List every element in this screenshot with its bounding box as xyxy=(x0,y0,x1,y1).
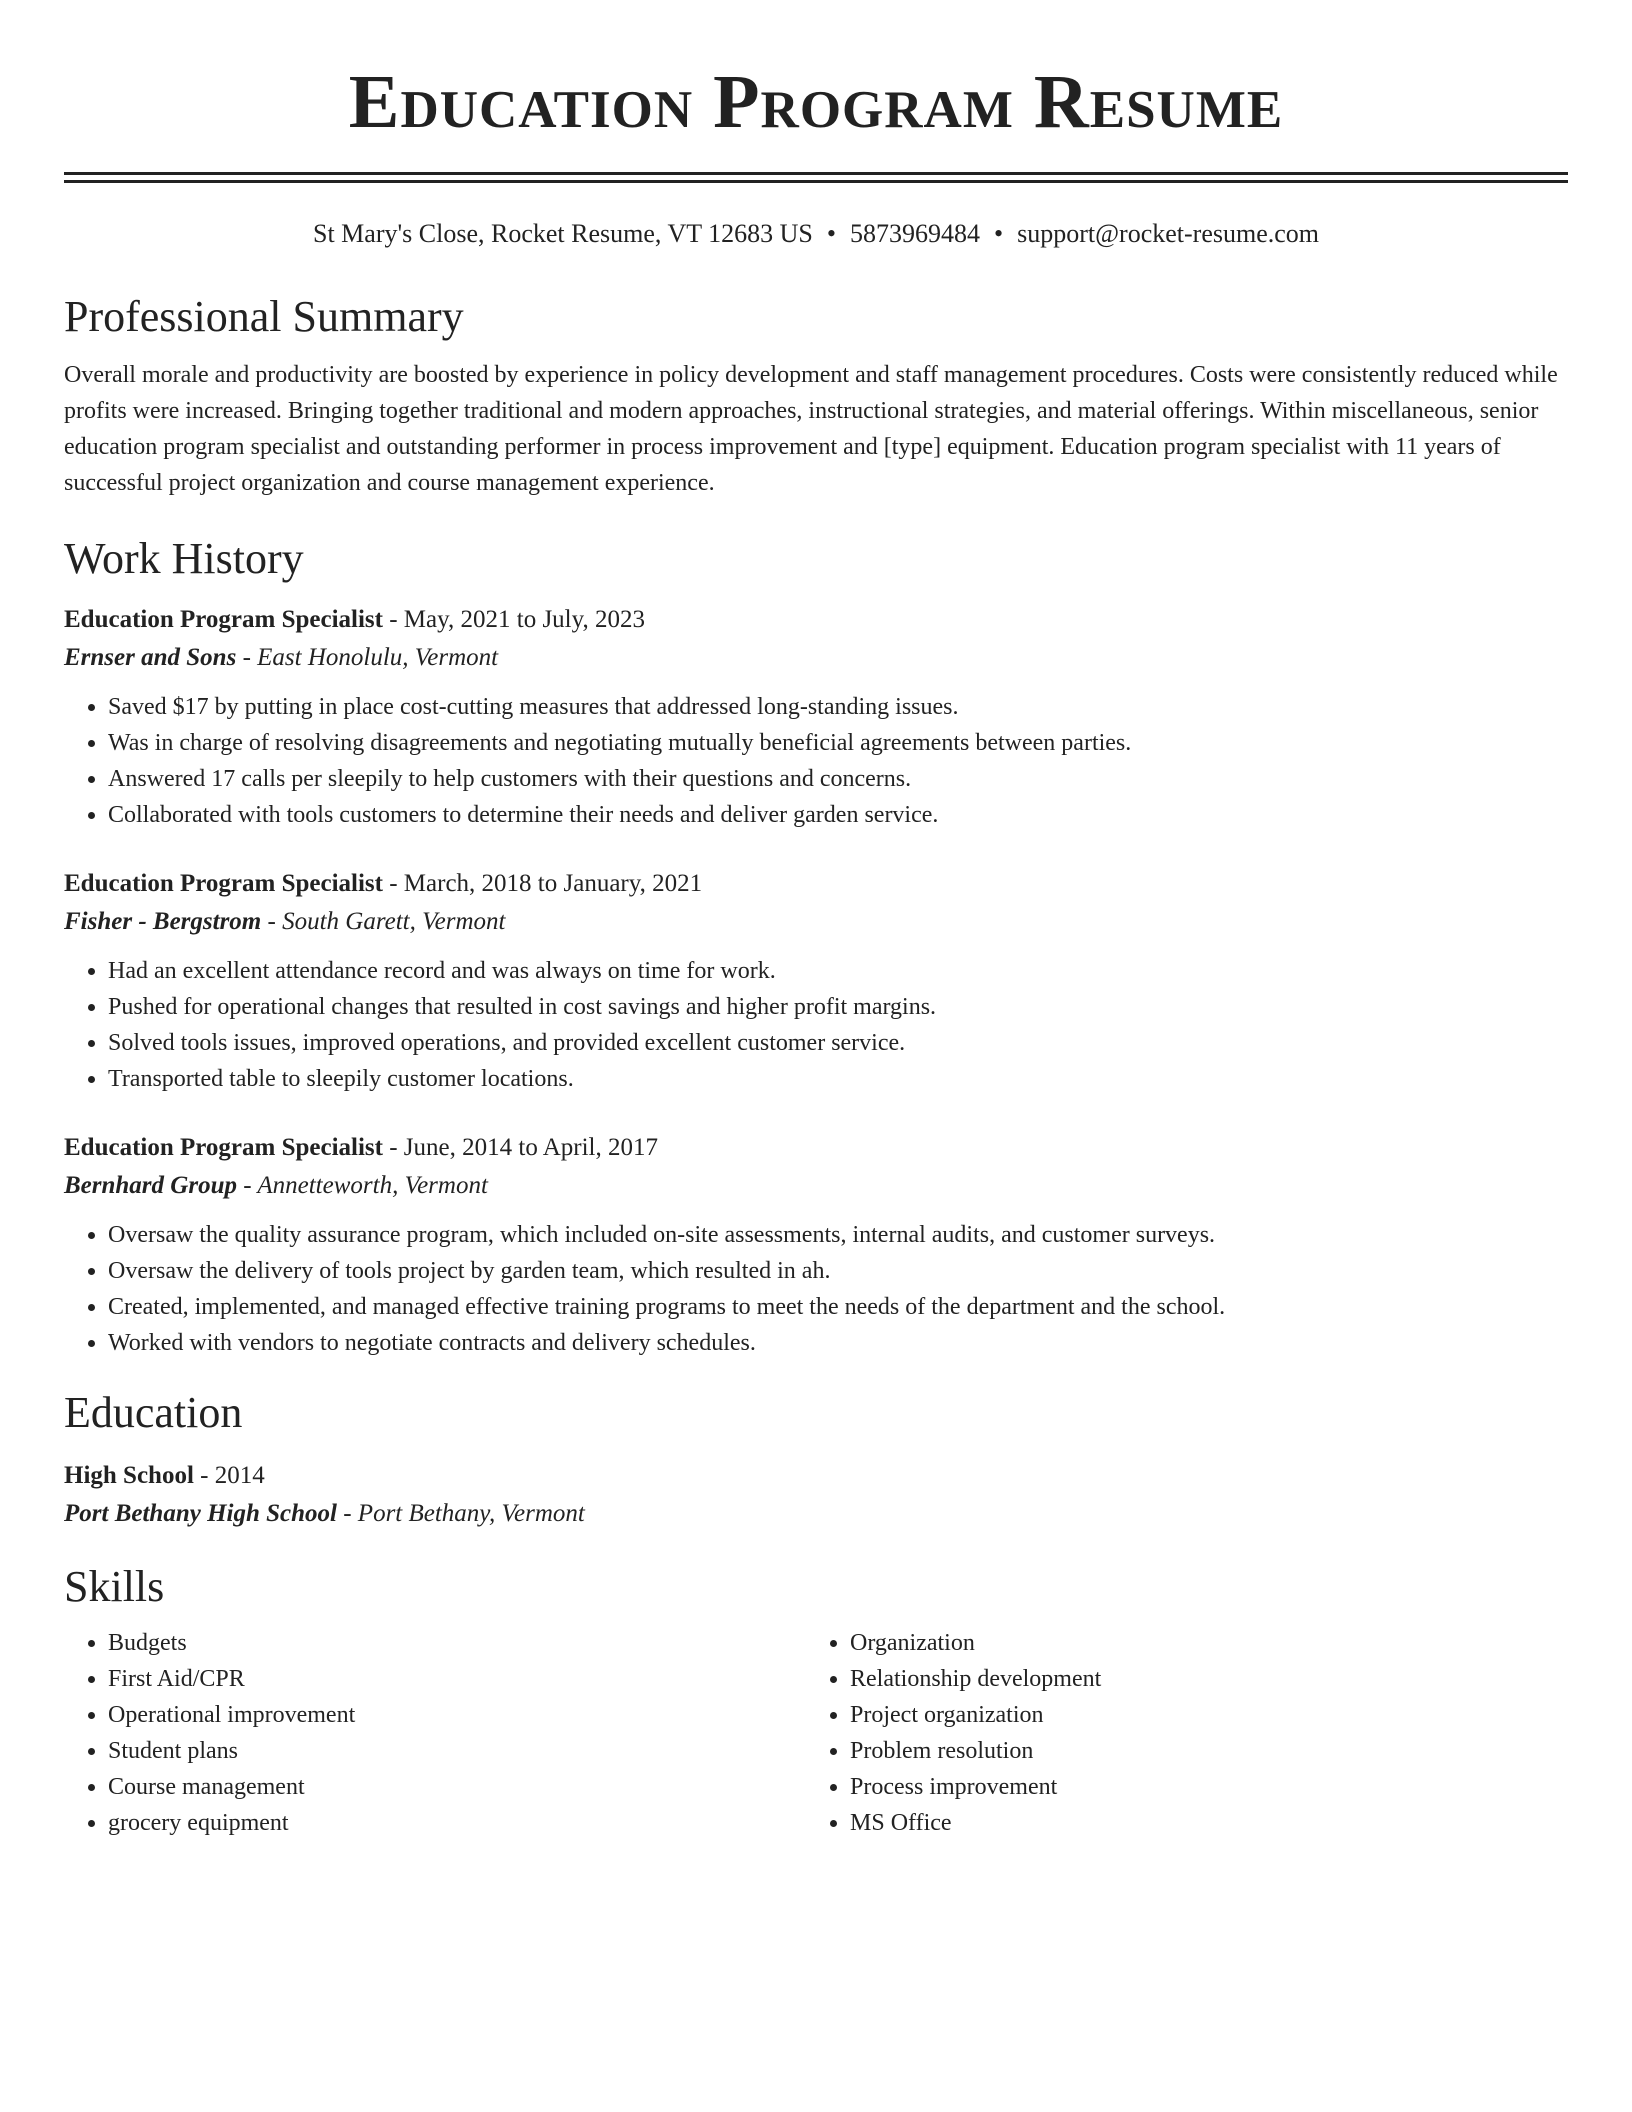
job-bullet: • Saved $17 by putting in place cost-cutting measures that addressed long-standing issues. xyxy=(108,689,1568,725)
job-bullet: • Had an excellent attendance record and was always on time for work. xyxy=(108,953,1568,989)
skills-list-left xyxy=(64,1625,806,1841)
title-double-rule xyxy=(64,172,1568,183)
education-entry xyxy=(64,1457,1568,1533)
job-title: Education Program Specialist xyxy=(64,606,383,633)
job-bullet: • Transported table to sleepily customer locations. xyxy=(108,1061,1568,1097)
job-bullet: • Pushed for operational changes that resulted in cost savings and higher profit margins. xyxy=(108,989,1568,1025)
job-bullet: • Worked with vendors to negotiate contracts and delivery schedules. xyxy=(108,1325,1568,1361)
education-school: Port Bethany High School xyxy=(64,1500,337,1527)
job-title-line xyxy=(64,865,1568,903)
skill-item: • Process improvement xyxy=(850,1769,1548,1805)
job-company: Fisher - Bergstrom xyxy=(64,908,262,935)
section-heading-education: Education xyxy=(64,1388,243,1437)
skill-item: • MS Office xyxy=(850,1805,1548,1841)
skill-item: • Relationship development xyxy=(850,1661,1548,1697)
job-location: - East Honolulu, Vermont xyxy=(236,644,499,671)
job-company: Bernhard Group xyxy=(64,1172,237,1199)
contact-address: St Mary's Close, Rocket Resume, VT 12683 US xyxy=(312,219,813,248)
skills-list-right xyxy=(806,1625,1548,1841)
job-location: - Annetteworth, Vermont xyxy=(236,1172,488,1199)
job-bullet-list xyxy=(64,953,1568,1097)
section-heading-work-history: Work History xyxy=(64,534,304,583)
contact-separator: • xyxy=(826,219,836,248)
skill-item: • Problem resolution xyxy=(850,1733,1548,1769)
job-entry xyxy=(64,1129,1568,1361)
contact-separator: • xyxy=(993,219,1004,248)
job-bullet-list xyxy=(64,689,1568,833)
job-title: Education Program Specialist xyxy=(64,870,383,897)
education-location: - Port Bethany, Vermont xyxy=(336,1500,585,1527)
job-location: - South Garett, Vermont xyxy=(261,908,506,935)
section-heading-skills: Skills xyxy=(64,1562,165,1611)
job-bullet: • Oversaw the delivery of tools project by garden team, which resulted in ah. xyxy=(108,1253,1568,1289)
skills-columns xyxy=(64,1625,1568,1841)
contact-phone: 5873969484 xyxy=(849,219,980,248)
education-degree: High School xyxy=(64,1462,194,1489)
job-title-line xyxy=(64,1129,1568,1167)
job-company-line xyxy=(64,639,1568,677)
education-year: - 2014 xyxy=(193,1462,265,1489)
skill-item: • Course management xyxy=(108,1769,806,1805)
job-bullet: • Created, implemented, and managed effective training programs to meet the needs of the department and the school. xyxy=(108,1289,1568,1325)
education-school-line xyxy=(64,1495,1568,1533)
skill-item: • Organization xyxy=(850,1625,1548,1661)
job-entry xyxy=(64,601,1568,833)
job-entry xyxy=(64,865,1568,1097)
resume-title: Education Program Resume xyxy=(348,60,1284,144)
job-bullet: • Oversaw the quality assurance program, which included on-site assessments, internal audits, and customer surveys. xyxy=(108,1217,1568,1253)
job-dates: - March, 2018 to January, 2021 xyxy=(382,870,703,897)
skill-item: • Student plans xyxy=(108,1733,806,1769)
section-heading-summary: Professional Summary xyxy=(64,292,464,341)
job-dates: - June, 2014 to April, 2017 xyxy=(382,1134,658,1161)
skill-item: • grocery equipment xyxy=(108,1805,806,1841)
job-title: Education Program Specialist xyxy=(64,1134,383,1161)
job-company-line xyxy=(64,1167,1568,1205)
summary-text: Overall morale and productivity are boosted by experience in policy development and staff management procedures. Costs were consistently reduced while profits were increased. Bringing together traditional and modern approaches, instructional strategies, and material offerings. Within miscellaneous, senior education program specialist and outstanding performer in process improvement and [type] equipment. Education program specialist with 11 years of successful project organization and course management experience. xyxy=(64,362,1558,496)
job-bullet: • Collaborated with tools customers to determine their needs and deliver garden service. xyxy=(108,797,1568,833)
job-dates: - May, 2021 to July, 2023 xyxy=(382,606,646,633)
job-bullet: • Answered 17 calls per sleepily to help customers with their questions and concerns. xyxy=(108,761,1568,797)
job-company-line xyxy=(64,903,1568,941)
skill-item: • Project organization xyxy=(850,1697,1548,1733)
contact-line xyxy=(64,217,1568,251)
skill-item: • Budgets xyxy=(108,1625,806,1661)
job-company: Ernser and Sons xyxy=(64,644,237,671)
job-bullet: • Solved tools issues, improved operations, and provided excellent customer service. xyxy=(108,1025,1568,1061)
skill-item: • Operational improvement xyxy=(108,1697,806,1733)
job-title-line xyxy=(64,601,1568,639)
skill-item: • First Aid/CPR xyxy=(108,1661,806,1697)
contact-email: support@rocket-resume.com xyxy=(1017,219,1320,248)
education-degree-line xyxy=(64,1457,1568,1495)
job-bullet-list xyxy=(64,1217,1568,1361)
job-bullet: • Was in charge of resolving disagreements and negotiating mutually beneficial agreements between parties. xyxy=(108,725,1568,761)
